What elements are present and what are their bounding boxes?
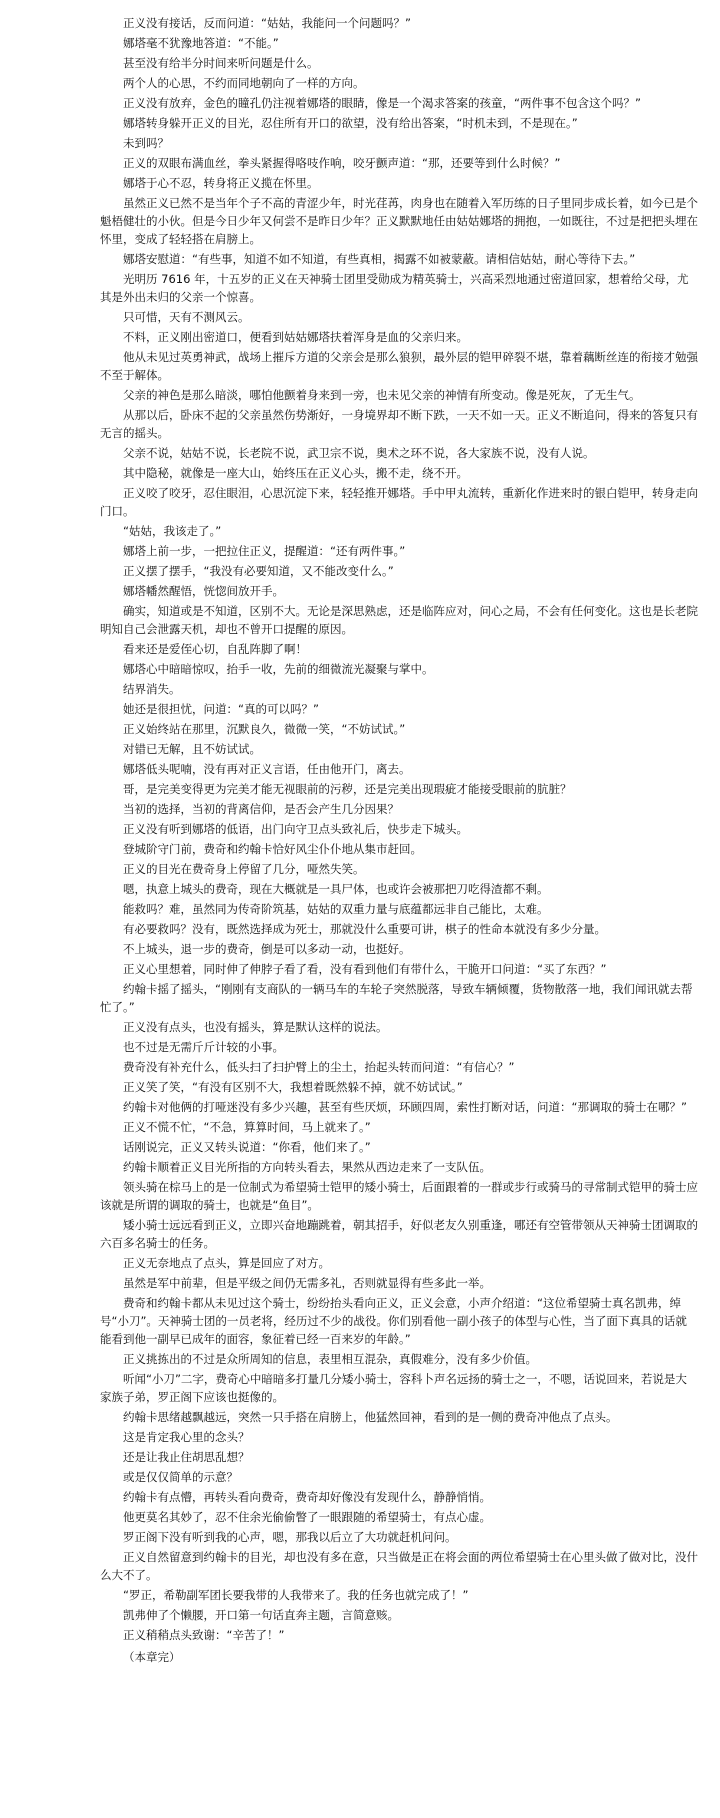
paragraph: 有必要救吗？没有，既然选择成为死士，那就没什么重要可讲，棋子的性命本就没有多少分量。 (123, 922, 606, 936)
paragraph: 正义挑拣出的不过是众所周知的信息，表里相互混杂，真假难分，没有多少价值。 (123, 1352, 537, 1366)
paragraph: 能救吗？难，虽然同为传奇阶筑基，姑姑的双重力量与底蕴都远非自己能比，太难。 (123, 902, 549, 916)
paragraph: 约翰卡有点懵，再转头看向费奇，费奇却好像没有发现什么，静静悄悄。 (123, 1490, 491, 1504)
paragraph: 正义始终站在那里，沉默良久，微微一笑，“不妨试试。” (123, 722, 406, 736)
paragraph: 娜塔转身躲开正义的目光，忍住所有开口的欲望，没有给出答案，“时机未到，不是现在。” (123, 116, 578, 130)
paragraph: 他从未见过英勇神武，战场上摧斥方道的父亲会是那么狼狈，最外层的铠甲碎裂不堪，靠着藕断丝连的衔接才勉强不至于解体。 (100, 350, 698, 382)
paragraph: 娜塔安慰道：“有些事，知道不如不知道，有些真相，揭露不如被蒙蔽。请相信姑姑，耐心等待下去。” (123, 252, 636, 266)
paragraph: 费奇没有补充什么，低头扫了扫护臂上的尘土，抬起头转而问道：“有信心？” (123, 1060, 515, 1074)
paragraph: 她还是很担忧，问道：“真的可以吗？” (123, 702, 319, 716)
paragraph: 未到吗？ (123, 136, 169, 150)
paragraph: 约翰卡摇了摇头，“刚刚有支商队的一辆马车的车轮子突然脱落，导致车辆倾覆，货物散落一地，我们闻讯就去帮忙了。” (100, 982, 693, 1014)
paragraph: 光明历 7616 年，十五岁的正义在天神骑士团里受勋成为精英骑士，兴高采烈地通过密道回家，想着给父母，尤其是外出未归的父亲一个惊喜。 (100, 272, 689, 304)
paragraph: 登城阶守门前，费奇和约翰卡恰好风尘仆仆地从集市赶回。 (123, 842, 422, 856)
paragraph: 嗯，执意上城头的费奇，现在大概就是一具尸体，也或许会被那把刀吃得渣都不剩。 (123, 882, 549, 896)
paragraph: 其中隐秘，就像是一座大山，始终压在正义心头，搬不走，绕不开。 (123, 466, 468, 480)
paragraph: 罗正阁下没有听到我的心声，嗯，那我以后立了大功就赶机问问。 (123, 1530, 457, 1544)
paragraph: 对错已无解，且不妨试试。 (123, 742, 261, 756)
paragraph: 还是让我止住胡思乱想？ (123, 1450, 250, 1464)
paragraph: 领头骑在棕马上的是一位制式为希望骑士铠甲的矮小骑士，后面跟着的一群或步行或骑马的寻常制式铠甲的骑士应该就是所谓的调取的骑士，也就是“鱼目”。 (100, 1180, 698, 1212)
paragraph: 虽然是军中前辈，但是平级之间仍无需多礼，否则就显得有些多此一举。 (123, 1276, 491, 1290)
paragraph: 费奇和约翰卡都从未见过这个骑士，纷纷抬头看向正义，正义会意，小声介绍道：“这位希望骑士真名凯弗，绰号“小刀”。天神骑士团的一员老将，经历过不少的战役。你们别看他一副小孩子的体型与心性，当了面下真具的话就能看到他一副早已成年的面容，象征着已经一百来岁的年龄。” (100, 1296, 687, 1346)
chapter-body (100, 14, 698, 1644)
paragraph: 当初的选择，当初的背离信仰，是否会产生几分因果？ (123, 802, 399, 816)
paragraph: 娜塔于心不忍，转身将正义揽在怀里。 (123, 176, 319, 190)
paragraph: 父亲的神色是那么暗淡，哪怕他颤着身来到一旁，也未见父亲的神情有所变动。像是死灰，了无生气。 (123, 388, 641, 402)
paragraph: 正义的双眼布满血丝，拳头紧握得咯吱作响，咬牙颤声道：“那，还要等到什么时候？” (123, 156, 561, 170)
paragraph: 听闻“小刀”二字，费奇心中暗暗多打量几分矮小骑士，容科卜声名远扬的骑士之一，不嗯，话说回来，若说是大家族子弟，罗正阁下应该也挺像的。 (100, 1372, 687, 1404)
paragraph: 这是肯定我心里的念头？ (123, 1430, 250, 1444)
paragraph: 正义心里想着，同时伸了伸脖子看了看，没有看到他们有带什么，干脆开口问道：“买了东西？” (123, 962, 607, 976)
paragraph: 正义摆了摆手，“我没有必要知道，又不能改变什么。” (123, 564, 394, 578)
paragraph: 约翰卡对他俩的打哑迷没有多少兴趣，甚至有些厌烦，环顾四周，索性打断对话，问道：“那调取的骑士在哪？” (123, 1100, 687, 1114)
paragraph: 看来还是爱侄心切，自乱阵脚了啊！ (123, 642, 307, 656)
paragraph: 正义没有听到娜塔的低语，出门向守卫点头致礼后，快步走下城头。 (123, 822, 468, 836)
paragraph: 正义笑了笑，“有没有区别不大，我想着既然躲不掉，就不妨试试。” (123, 1080, 463, 1094)
paragraph: 娜塔毫不犹豫地答道：“不能。” (123, 36, 279, 50)
paragraph: 正义的目光在费奇身上停留了几分，哑然失笑。 (123, 862, 365, 876)
paragraph: 约翰卡思绪越飘越远，突然一只手搭在肩膀上，他猛然回神，看到的是一侧的费奇冲他点了点头。 (123, 1410, 618, 1424)
paragraph: 或是仅仅简单的示意？ (123, 1470, 238, 1484)
paragraph: 娜塔上前一步，一把拉住正义，提醒道：“还有两件事。” (123, 544, 406, 558)
paragraph: 正义不慌不忙，“不急，算算时间，马上就来了。” (123, 1120, 371, 1134)
paragraph: 矮小骑士远远看到正义，立即兴奋地蹦跳着，朝其招手，好似老友久别重逢，哪还有空管带领从天神骑士团调取的六百多名骑士的任务。 (100, 1218, 698, 1250)
paragraph: “姑姑，我该走了。” (123, 524, 222, 538)
paragraph: 不料，正义刚出密道口，便看到姑姑娜塔扶着浑身是血的父亲归来。 (123, 330, 468, 344)
paragraph: 确实，知道或是不知道，区别不大。无论是深思熟虑，还是临阵应对，问心之局，不会有任何变化。这也是长老院明知自己会泄露天机，却也不曾开口提醒的原因。 (100, 604, 698, 636)
paragraph: 话刚说完，正义又转头说道：“你看，他们来了。” (123, 1140, 371, 1154)
paragraph: 正义咬了咬牙，忍住眼泪，心思沉淀下来，轻轻推开娜塔。手中甲丸流转，重新化作进来时的银白铠甲，转身走向门口。 (100, 486, 698, 518)
paragraph: 结界消失。 (123, 682, 181, 696)
paragraph: 父亲不说，姑姑不说，长老院不说，武卫宗不说，奥术之环不说，各大家族不说，没有人说。 (123, 446, 595, 460)
paragraph: 正义没有点头，也没有摇头，算是默认这样的说法。 (123, 1020, 388, 1034)
paragraph: 只可惜，天有不测风云。 (123, 310, 250, 324)
paragraph: 不上城头，退一步的费奇，倒是可以多动一动，也挺好。 (123, 942, 411, 956)
paragraph: 两个人的心思，不约而同地朝向了一样的方向。 (123, 76, 365, 90)
paragraph: 正义无奈地点了点头，算是回应了对方。 (123, 1256, 330, 1270)
paragraph: 甚至没有给半分时间来听问题是什么。 (123, 56, 319, 70)
paragraph: 哥，是完美变得更为完美才能无视眼前的污秽，还是完美出现瑕疵才能接受眼前的肮脏？ (123, 782, 572, 796)
paragraph: 从那以后，卧床不起的父亲虽然伤势渐好，一身境界却不断下跌，一天不如一天。正义不断追问，得来的答复只有无言的摇头。 (100, 408, 698, 440)
paragraph: 娜塔心中暗暗惊叹，抬手一收，先前的细微流光凝聚与掌中。 (123, 662, 434, 676)
paragraph: 凯弗伸了个懒腰，开口第一句话直奔主题，言简意赅。 (123, 1608, 399, 1622)
paragraph: 娜塔低头呢喃，没有再对正义言语，任由他开门，离去。 (123, 762, 411, 776)
paragraph: 正义自然留意到约翰卡的目光，却也没有多在意，只当做是正在将会面的两位希望骑士在心里头做了做对比，没什么大不了。 (100, 1550, 698, 1582)
paragraph: 正义没有放弃，金色的瞳孔仍注视着娜塔的眼睛，像是一个渴求答案的孩童，“两件事不包含这个吗？” (123, 96, 641, 110)
paragraph: 娜塔幡然醒悟，恍惚间放开手。 (123, 584, 284, 598)
paragraph: 约翰卡顺着正义目光所指的方向转头看去，果然从西边走来了一支队伍。 (123, 1160, 491, 1174)
paragraph: 虽然正义已然不是当年个子不高的青涩少年，时光荏苒，肉身也在随着入军历练的日子里同步成长着，如今已是个魁梧健壮的小伙。但是今日少年又何尝不是昨日少年？正义默默地任由姑姑娜塔的拥抱，一如既往，不过是把把头埋在怀里，变成了轻轻搭在肩膀上。 (100, 196, 698, 246)
paragraph: 他更莫名其妙了，忍不住余光偷偷瞥了一眼跟随的希望骑士，有点心虚。 (123, 1510, 491, 1524)
paragraph: 也不过是无需斤斤计较的小事。 (123, 1040, 284, 1054)
paragraph: “罗正，希勒副军团长要我带的人我带来了。我的任务也就完成了！” (123, 1588, 469, 1602)
chapter-end-note: （本章完） (123, 1650, 181, 1664)
paragraph: 正义没有接话，反而问道：“姑姑，我能问一个问题吗？” (123, 16, 411, 30)
paragraph: 正义稍稍点头致谢：“辛苦了！” (123, 1628, 285, 1642)
